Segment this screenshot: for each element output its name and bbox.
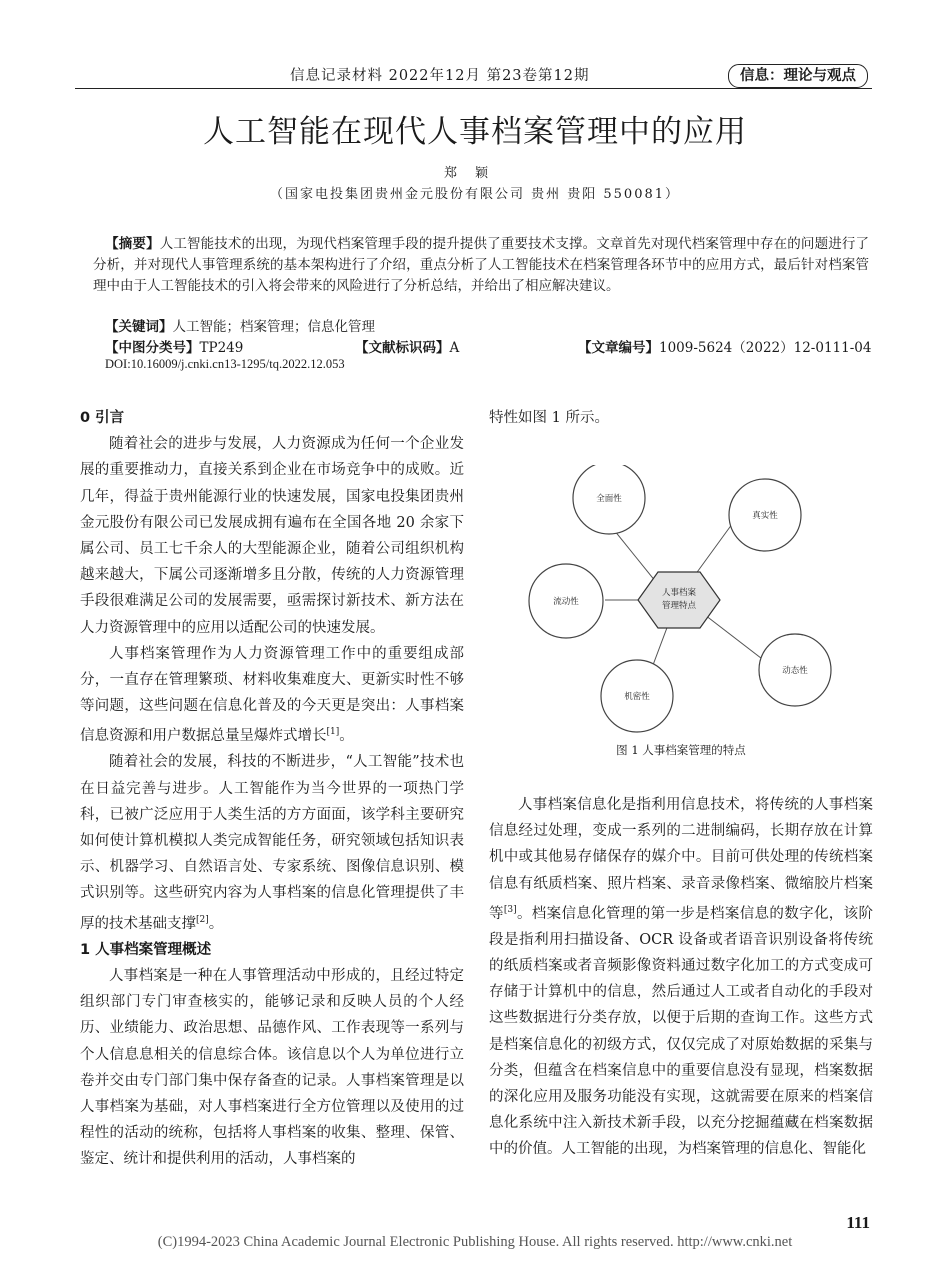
page-number: 111	[846, 1213, 870, 1232]
doi: DOI:10.16009/j.cnki.cn13-1295/tq.2022.12.053	[105, 357, 345, 371]
node-label-confidential: 机密性	[624, 692, 650, 702]
doc-label: 【文献标识码】	[355, 340, 450, 356]
center-label-line1: 人事档案	[661, 588, 697, 598]
center-hexagon	[638, 572, 720, 628]
connector-line	[705, 615, 770, 665]
abstract-label: 【摘要】	[105, 236, 160, 252]
figure-caption: 图 1 人事档案管理的特点	[616, 743, 746, 757]
clc-number	[105, 336, 243, 356]
clc-value: TP249	[199, 340, 244, 356]
abstract	[93, 234, 869, 297]
article-number	[578, 336, 871, 356]
keywords-label: 【关键词】	[105, 319, 173, 335]
section-tag: 信息：理论与观点	[728, 64, 868, 88]
connector-line	[610, 525, 660, 587]
paragraph: 人事档案是一种在人事管理活动中形成的，且经过特定组织部门专门审查核实的，能够记录和反映人员的个人经历、业绩能力、政治思想、品德作风、工作表现等一系列与个人信息息相关的信息综合体。该信息以个人为单位进行立卷并交由专门部门集中保存备查的记录。人事档案管理是以人事档案为基础，对人事档案进行全方位管理以及使用的过程性的活动的统称，包括将人事档案的收集、整理、保管、鉴定、统计和提供利用的活动，人事档案的	[80, 967, 464, 1168]
paragraph: 随着社会的发展，科技的不断进步，“人工智能”技术也在日益完善与进步。人工智能作为当今世界的一项热门学科，已被广泛应用于人类生活的方方面面，该学科主要研究如何使计算机模拟人类完成智能任务，研究领域包括知识表示、机器学习、自然语言处、专家系统、图像信息识别、模式识别等。这些研究内容为人事档案的信息化管理提供了丰厚的技术基础支撑[2]。	[80, 754, 464, 932]
section-heading-1: 1 人事档案管理概述	[80, 941, 212, 958]
left-column	[80, 405, 464, 1173]
doc-value: A	[449, 340, 460, 356]
paragraph: 随着社会的进步与发展，人力资源成为任何一个企业发展的重要推动力，直接关系到企业在市场竞争中的成败。近几年，得益于贵州能源行业的快速发展，国家电投集团贵州金元股份有限公司已发展成拥有遍布在全国各地 20 余家下属公司、员工七千余人的大型能源企业，随着公司组织机构越来越大，下属公司逐渐增多且分散，传统的人力资源管理手段很难满足公司的发展需要，亟需探讨新技术、新方法在人力资源管理中的应用以适配公司的快速发展。	[80, 436, 464, 636]
doc-code	[355, 336, 459, 356]
center-label-line2: 管理特点	[661, 601, 697, 611]
header-rule	[75, 88, 872, 89]
journal-header: 信息记录材料 2022年12月 第23卷第12期	[290, 68, 590, 84]
right-column-top	[489, 405, 873, 431]
citation: [2]	[196, 914, 209, 925]
connector-line	[695, 520, 735, 575]
keywords	[105, 315, 375, 335]
clc-label: 【中图分类号】	[105, 340, 200, 356]
copyright-notice: (C)1994-2023 China Academic Journal Electronic Publishing House. All rights reserved. http://www.cnki.net	[157, 1234, 793, 1250]
node-label-authenticity: 真实性	[752, 511, 778, 521]
paragraph: 人事档案管理作为人力资源管理工作中的重要组成部分，一直存在管理繁琐、材料收集难度大、更新实时性不够等问题，这些问题在信息化普及的今天更是突出：人事档案信息资源和用户数据总量呈爆炸式增长[1]。	[80, 645, 464, 745]
affiliation: （国家电投集团贵州金元股份有限公司 贵州 贵阳 550081）	[269, 187, 681, 202]
citation: [3]	[503, 904, 517, 915]
figure-1-diagram	[510, 465, 860, 750]
right-column	[489, 792, 873, 1163]
article-value: 1009-5624（2022）12-0111-04	[659, 340, 872, 356]
article-label: 【文章编号】	[578, 340, 659, 356]
paragraph: 特性如图 1 所示。	[489, 410, 609, 426]
abstract-text: 人工智能技术的出现，为现代档案管理手段的提升提供了重要技术支撑。文章首先对现代档案管理中存在的问题进行了分析，并对现代人事管理系统的基本架构进行了介绍，重点分析了人工智能技术在档案管理各环节中的应用方式，最后针对档案管理中由于人工智能技术的引入将会带来的风险进行了分析总结，并给出了相应解决建议。	[93, 236, 870, 294]
keywords-text: 人工智能；档案管理；信息化管理	[172, 319, 375, 335]
paper-title: 人工智能在现代人事档案管理中的应用	[203, 114, 747, 150]
section-heading-0: 0 引言	[80, 410, 125, 426]
node-label-comprehensive: 全面性	[596, 494, 622, 504]
paragraph: 人事档案信息化是指利用信息技术，将传统的人事档案信息经过处理，变成一系列的二进制编码，长期存放在计算机中或其他易存储保存的媒介中。目前可供处理的传统档案信息有纸质档案、照片档案、录音录像档案、微缩胶片档案等[3]。档案信息化管理的第一步是档案信息的数字化，该阶段是指利用扫描设备、OCR 设备或者语音识别设备将传统的纸质档案或者音频影像资料通过数字化加工的方式变成可存储于计算机中的信息，然后通过人工或者自动化的手段对这些数据进行分类存放，以便于后期的查询工作。这些方式是档案信息化的初级方式，仅仅完成了对原始数据的采集与分类，但蕴含在档案信息中的重要信息没有显现，档案数据的深化应用及服务功能没有实现，这就需要在原来的档案信息化系统中注入新技术新手段，以充分挖掘蕴藏在档案数据中的价值。人工智能的出现，为档案管理的信息化、智能化	[489, 797, 874, 1158]
author: 郑颖	[443, 166, 506, 181]
node-label-mobility: 流动性	[553, 597, 579, 607]
node-label-dynamic: 动态性	[782, 666, 808, 676]
citation: [1]	[326, 727, 340, 738]
